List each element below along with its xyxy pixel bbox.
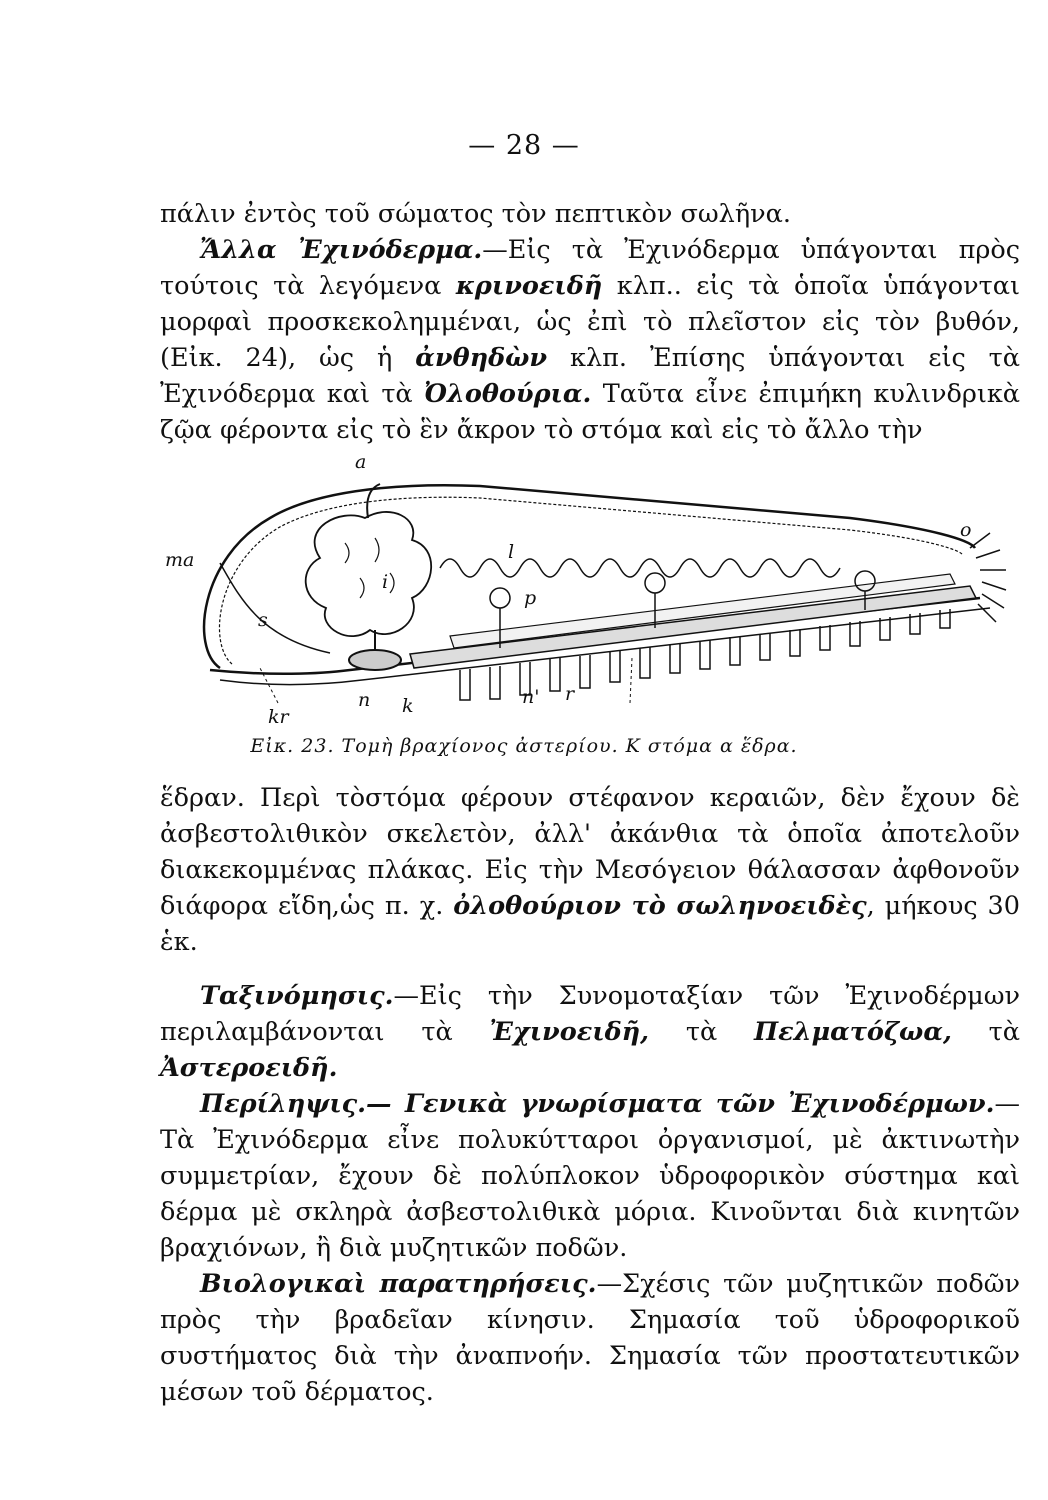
figure-arm-section <box>150 448 1010 738</box>
label-s: s <box>258 609 268 631</box>
p2-text-e: κλπ. Ἐπίσης ὑπάγονται εἰς τὰ Ἐχινόδερμα καὶ τὰ <box>160 343 1020 409</box>
label-o: o <box>960 519 972 541</box>
ambulacral-band <box>410 586 976 668</box>
pointer-r <box>630 658 632 703</box>
term-anthedon: ἀνθηδὼν <box>415 343 548 373</box>
pyloric-caecum <box>440 559 840 577</box>
stone-canal <box>220 563 330 653</box>
term-tubular-holothurian: ὀλοθούριον τὸ σωληνοειδὲς <box>453 891 867 921</box>
term-pelmatozoa: Πελματόζωα, <box>754 1017 952 1047</box>
paragraph-summary <box>160 1086 1020 1266</box>
label-p: p <box>524 587 537 609</box>
label-kr: kr <box>268 706 289 728</box>
heading-other-echinoderms: Ἄλλα Ἐχινόδερμα. <box>200 235 483 265</box>
ring-canal <box>349 650 401 670</box>
label-k: k <box>402 695 414 717</box>
p6-text-a: —Σχέσις τῶν μυζητικῶν ποδῶν πρὸς τὴν βραδεῖαν κίνησιν. Σημασία τοῦ ὑδροφορικοῦ συστήματος διὰ τὴν ἀναπνοήν. Σημασία τῶν προστατευτικῶν μέσων τοῦ δέρματος. <box>160 1269 1021 1407</box>
p3-text-a: ἕδραν. Περὶ τὸστόμα φέρουν στέφανον κεραιῶν, δὲν ἔχουν δὲ ἀσβεστολιθικὸν σκελετὸν, ἀλλ' ἀκάνθια τὰ ὁποῖα ἀποτελοῦν διακεκομμένας πλάκας. Εἰς τὴν Μεσόγειον θάλασσαν ἀφθονοῦν διάφορα εἴδη,ὡς π. χ. <box>160 783 1020 921</box>
label-r: r <box>565 683 575 705</box>
term-holothurians: Ὀλοθούρια. <box>424 379 592 409</box>
spacer <box>160 960 1020 978</box>
heading-summary: Περίληψις.— Γενικὰ γνωρίσματα τῶν Ἐχινοδέρμων. <box>200 1089 995 1119</box>
page-number: — 28 — <box>468 130 580 161</box>
paragraph-biological-observations <box>160 1266 1020 1410</box>
label-n: n <box>358 689 371 711</box>
p2-text-c: κλπ.. εἰς τὰ ὁποῖα ὑπάγονται μορφαὶ προσκεκολημμέναι, ὡς ἐπὶ τὸ πλεῖστον εἰς τὸν βυθόν, (Εἰκ. 24), ὡς ἡ <box>160 271 1020 373</box>
paragraph-holothurians <box>160 780 1020 960</box>
paragraph-continuation <box>160 196 1020 232</box>
starfish-arm-diagram <box>150 448 1010 738</box>
label-ma: ma <box>165 549 195 571</box>
paragraph-classification <box>160 978 1020 1086</box>
term-crinoids: κρινοειδῆ <box>455 271 603 301</box>
p4-text-a: —Εἰς τὴν Συνομοταξίαν τῶν Ἐχινοδέρμων περιλαμβάνονται τὰ <box>160 981 1020 1047</box>
term-echinoids: Ἐχινοειδῆ, <box>489 1017 650 1047</box>
p4-text-e: τὰ <box>951 1017 1020 1047</box>
stomach <box>306 512 431 636</box>
top-text-block <box>160 196 1020 448</box>
p5-text-a: — Τὰ Ἐχινόδερμα εἶνε πολυκύτταροι ὀργανισμοί, μὲ ἀκτινωτὴν συμμετρίαν, ἔχουν δὲ πολύπλοκον ὑδροφορικὸν σύστημα καὶ δέρμα μὲ σκληρὰ ἀσβεστολιθικὰ μόρια. Κινοῦνται διὰ κινητῶν βραχιόνων, ἢ διὰ μυζητικῶν ποδῶν. <box>160 1089 1020 1263</box>
label-n-prime: n' <box>522 686 540 708</box>
heading-biological-observations: Βιολογικαὶ παρατηρήσεις. <box>200 1269 597 1299</box>
term-asteroids: Ἀστεροειδῆ. <box>160 1053 338 1083</box>
heading-classification: Ταξινόμησις. <box>200 981 394 1011</box>
p3-text-c: , μήκους 30 ἑκ. <box>160 891 1021 957</box>
p2-text-a: —Εἰς τὰ Ἐχινόδερμα ὑπάγονται πρὸς τούτοις τὰ λεγόμενα <box>160 235 1020 301</box>
p2-text-g: Ταῦτα εἶνε ἐπιμήκη κυλινδρικὰ ζῷα φέροντα εἰς τὸ ἓν ἄκρον τὸ στόμα καὶ εἰς τὸ ἄλλο τὴν <box>160 379 1020 445</box>
figure-caption: Εἰκ. 23. Τομὴ βραχίονος ἀστερίου. Κ στόμα α ἕδρα. <box>250 735 798 757</box>
label-l: l <box>508 541 515 563</box>
p4-text-c: τὰ <box>649 1017 755 1047</box>
paragraph-other-echinoderms <box>160 232 1020 448</box>
label-i: i <box>382 571 389 593</box>
bottom-text-block <box>160 780 1020 1410</box>
p1-text: πάλιν ἐντὸς τοῦ σώματος τὸν πεπτικὸν σωλῆνα. <box>160 199 791 229</box>
label-a: a <box>355 451 367 473</box>
